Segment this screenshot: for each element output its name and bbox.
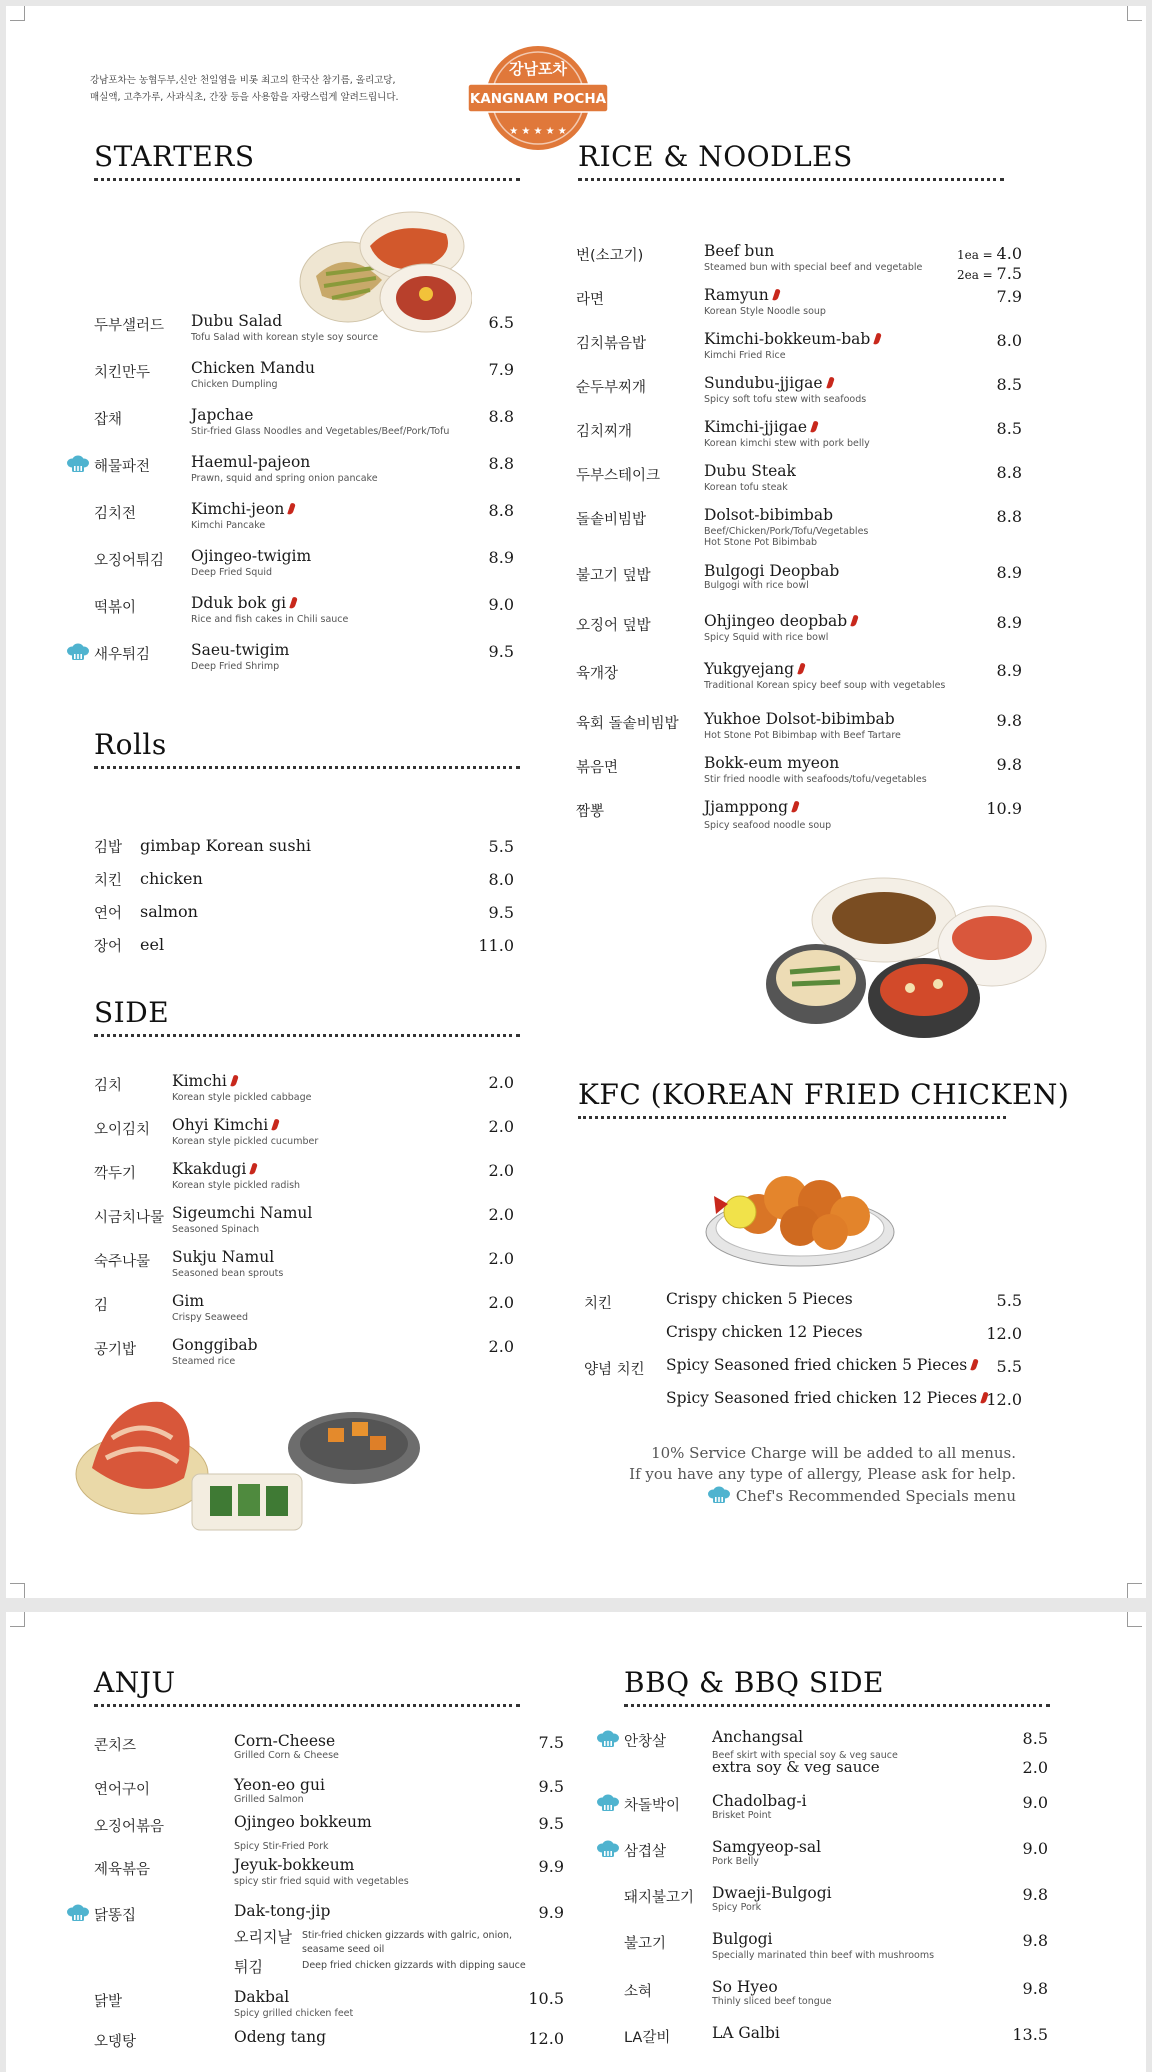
- item-price: 9.5: [488, 903, 514, 922]
- item-price: 12.0: [986, 1390, 1022, 1409]
- menu-item: [576, 286, 1022, 322]
- chili-pepper-icon: [288, 503, 296, 516]
- item-korean-name: 순두부찌개: [576, 380, 647, 396]
- menu-item: [94, 1988, 564, 2024]
- item-price: 6.5: [488, 313, 514, 332]
- option-korean-name: 튀김: [234, 1958, 263, 1976]
- menu-item: [576, 710, 1022, 746]
- menu-item: [94, 641, 514, 677]
- item-name: Ohjingeo deopbab: [704, 612, 848, 630]
- menu-item: [94, 836, 514, 872]
- menu-item: [94, 359, 514, 395]
- item-korean-name: 연어: [94, 906, 123, 922]
- item-korean-name: 오징어튀김: [94, 553, 165, 569]
- section-heading-anju: ANJU: [94, 1666, 520, 1707]
- crop-mark: [10, 1612, 25, 1627]
- item-description: Spicy Squid with rice bowl: [704, 632, 829, 643]
- side-dishes-illustration: [72, 1378, 422, 1538]
- menu-item: [624, 1792, 1048, 1828]
- item-price: 5.5: [996, 1357, 1022, 1376]
- item-korean-name: 양념 치킨: [584, 1362, 645, 1378]
- item-description: Hot Stone Pot Bibimbap with Beef Tartare: [704, 730, 901, 741]
- item-name: Yukhoe Dolsot-bibimbab: [704, 710, 895, 728]
- chili-pepper-icon: [250, 1163, 258, 1176]
- item-price: 7.5: [538, 1733, 564, 1752]
- item-korean-name: 김밥: [94, 840, 123, 856]
- item-name: Chadolbag-i: [712, 1792, 807, 1810]
- item-price: 5.5: [488, 837, 514, 856]
- item-price: 7.9: [488, 360, 514, 379]
- item-name: Bulgogi Deopbab: [704, 562, 840, 580]
- item-korean-name: 김치찌개: [576, 424, 633, 440]
- menu-item: [94, 1248, 514, 1284]
- item-name: Dubu Salad: [191, 312, 283, 330]
- item-price: 8.0: [996, 331, 1022, 350]
- item-price: 9.8: [1022, 1931, 1048, 1950]
- item-price: 8.5: [996, 375, 1022, 394]
- section-heading-side: SIDE: [94, 996, 520, 1037]
- item-name: eel: [140, 935, 165, 954]
- item-korean-name: 삼겹살: [624, 1844, 667, 1860]
- item-korean-name: 치킨: [94, 873, 123, 889]
- item-korean-name: 잡채: [94, 412, 123, 428]
- item-korean-name: 김치전: [94, 506, 137, 522]
- menu-item: [94, 1776, 564, 1812]
- menu-item: [584, 1290, 1022, 1326]
- item-korean-name: LA갈비: [624, 2030, 671, 2046]
- item-description: Korean Style Noodle soup: [704, 306, 826, 317]
- item-korean-name: 짬뽕: [576, 804, 605, 820]
- item-korean-name: 새우튀김: [94, 647, 151, 663]
- item-price: 8.9: [996, 661, 1022, 680]
- menu-item: [94, 312, 514, 348]
- crop-mark: [10, 1583, 25, 1598]
- item-description: Korean kimchi stew with pork belly: [704, 438, 870, 449]
- item-korean-name: 닭똥집: [94, 1908, 137, 1924]
- chili-pepper-icon: [791, 801, 799, 814]
- menu-item: [94, 935, 514, 971]
- option-description: seasame seed oil: [302, 1944, 385, 1955]
- item-name: chicken: [140, 869, 203, 888]
- item-korean-name: 번(소고기): [576, 248, 644, 264]
- menu-item: [624, 1978, 1048, 2014]
- item-name: Anchangsal: [712, 1728, 804, 1746]
- chili-pepper-icon: [874, 333, 882, 346]
- item-description: Seasoned bean sprouts: [172, 1268, 284, 1279]
- item-korean-name: 오이김치: [94, 1122, 151, 1138]
- chili-pepper-icon: [271, 1119, 279, 1132]
- service-charge-note: 10% Service Charge will be added to all menus.: [651, 1444, 1016, 1462]
- item-name: Ojingeo bokkeum: [234, 1813, 372, 1831]
- item-korean-name: 닭발: [94, 1994, 123, 2010]
- item-name: Yeon-eo gui: [234, 1776, 325, 1794]
- menu-item: [584, 1356, 1022, 1392]
- item-name: Gonggibab: [172, 1336, 258, 1354]
- item-description: Spicy seafood noodle soup: [704, 820, 832, 831]
- item-korean-name: 해물파전: [94, 459, 151, 475]
- item-description: Spicy soft tofu stew with seafoods: [704, 394, 867, 405]
- menu-item: [624, 2024, 1048, 2060]
- menu-item: [94, 902, 514, 938]
- item-name: Kimchi-jjigae: [704, 418, 807, 436]
- item-description: Prawn, squid and spring onion pancake: [191, 473, 378, 484]
- item-name: Dak-tong-jip: [234, 1902, 331, 1920]
- item-price: 8.8: [488, 407, 514, 426]
- item-price: 9.8: [996, 711, 1022, 730]
- item-price: 10.9: [986, 799, 1022, 818]
- menu-page-1: [6, 6, 1146, 1598]
- menu-item: [584, 1323, 1022, 1359]
- item-description: Specially marinated thin beef with mushrooms: [712, 1950, 935, 1961]
- item-price: 9.0: [488, 595, 514, 614]
- item-description: Stir fried noodle with seafoods/tofu/vegetables: [704, 774, 927, 785]
- item-description: Kimchi Pancake: [191, 520, 266, 531]
- item-korean-name: 소혀: [624, 1984, 653, 2000]
- item-name: Odeng tang: [234, 2028, 327, 2046]
- item-price: 9.9: [538, 1903, 564, 1922]
- item-name: gimbap Korean sushi: [140, 836, 311, 855]
- chili-pepper-icon: [826, 377, 834, 390]
- item-description: Steamed bun with special beef and vegetable: [704, 262, 923, 273]
- menu-item: [576, 330, 1022, 366]
- item-description: Spicy Stir-Fried Pork: [234, 1841, 329, 1852]
- chef-hat-icon: [596, 1730, 620, 1748]
- item-name: Dduk bok gi: [191, 594, 287, 612]
- menu-item: [94, 1204, 514, 1240]
- chili-pepper-icon: [772, 289, 780, 302]
- menu-item: [624, 1884, 1048, 1920]
- item-description: Deep Fried Shrimp: [191, 661, 280, 672]
- option-description: Stir-fried chicken gizzards with galric, onion,: [302, 1930, 513, 1941]
- item-name: Sundubu-jjigae: [704, 374, 823, 392]
- item-korean-name: 안창살: [624, 1734, 667, 1750]
- fried-chicken-illustration: [704, 1140, 896, 1272]
- menu-item: [576, 612, 1022, 648]
- item-description: Deep Fried Squid: [191, 567, 273, 578]
- item-name: Samgyeop-sal: [712, 1838, 822, 1856]
- crop-mark: [1127, 1612, 1142, 1627]
- item-price: 9.8: [996, 755, 1022, 774]
- item-name: LA Galbi: [712, 2024, 780, 2042]
- intro-text: [90, 72, 430, 106]
- item-name: Haemul-pajeon: [191, 453, 311, 471]
- menu-item: [624, 1728, 1048, 1777]
- item-price: 8.8: [488, 501, 514, 520]
- price-quantity-label: 2ea =: [956, 268, 997, 282]
- item-korean-name: 공기밥: [94, 1342, 137, 1358]
- chili-pepper-icon: [810, 421, 818, 434]
- item-korean-name: 치킨: [584, 1296, 613, 1312]
- item-price: 13.5: [1012, 2025, 1048, 2044]
- item-name: Crispy chicken 12 Pieces: [666, 1323, 863, 1341]
- menu-item: [94, 406, 514, 442]
- menu-item: [576, 754, 1022, 790]
- chef-hat-icon: [66, 1904, 90, 1922]
- item-name: Jjamppong: [704, 798, 789, 816]
- item-description: Rice and fish cakes in Chili sauce: [191, 614, 349, 625]
- chili-pepper-icon: [797, 663, 805, 676]
- menu-item: [94, 453, 514, 489]
- menu-item: [576, 660, 1022, 696]
- item-price: 2.0: [488, 1117, 514, 1136]
- item-description: Korean style pickled radish: [172, 1180, 301, 1191]
- logo-main-text: KANGNAM POCHA: [469, 91, 607, 107]
- extra-sauce-price: 2.0: [1022, 1758, 1048, 1777]
- intro-line: 매실액, 고추가루, 사과식초, 간장 등을 사용함을 자랑스럽게 알려드립니다.: [90, 92, 399, 103]
- item-description: Korean style pickled cucumber: [172, 1136, 319, 1147]
- chili-pepper-icon: [289, 597, 297, 610]
- item-korean-name: 김: [94, 1298, 109, 1314]
- item-description: Brisket Point: [712, 1810, 772, 1821]
- item-price: 12.0: [528, 2029, 564, 2048]
- chef-hat-icon: [66, 455, 90, 473]
- item-price: 9.8: [1022, 1885, 1048, 1904]
- item-korean-name: 차돌박이: [624, 1798, 681, 1814]
- item-description: Korean tofu steak: [704, 482, 788, 493]
- section-heading-starters: STARTERS: [94, 140, 520, 181]
- item-price: 9.5: [538, 1777, 564, 1796]
- item-name: salmon: [140, 902, 198, 921]
- menu-item: [94, 1116, 514, 1152]
- item-price: 8.8: [996, 463, 1022, 482]
- item-korean-name: 김치: [94, 1078, 123, 1094]
- item-name: Ramyun: [704, 286, 769, 304]
- item-price: 9.5: [488, 642, 514, 661]
- item-name: Bokk-eum myeon: [704, 754, 840, 772]
- menu-item: [576, 242, 1022, 283]
- menu-item: [94, 1813, 564, 1857]
- item-description: Kimchi Fried Rice: [704, 350, 786, 361]
- section-heading-bbq: BBQ & BBQ SIDE: [624, 1666, 1050, 1707]
- menu-item: [94, 1160, 514, 1196]
- section-heading-rice-noodles: RICE & NOODLES: [578, 140, 1004, 181]
- menu-item: [576, 418, 1022, 454]
- item-korean-name: 오징어볶음: [94, 1819, 165, 1835]
- item-description: Traditional Korean spicy beef soup with vegetables: [704, 680, 946, 691]
- item-price: 9.8: [1022, 1979, 1048, 1998]
- extra-sauce-label: extra soy & veg sauce: [712, 1758, 880, 1776]
- item-korean-name: 육개장: [576, 666, 619, 682]
- item-description: Thinly sliced beef tongue: [712, 1996, 832, 2007]
- item-korean-name: 오징어 덮밥: [576, 618, 651, 634]
- menu-item: [94, 1902, 564, 1992]
- item-price: 9.5: [538, 1814, 564, 1833]
- item-name: Kkakdugi: [172, 1160, 247, 1178]
- item-name: Ohyi Kimchi: [172, 1116, 269, 1134]
- item-description: Grilled Corn & Cheese: [234, 1750, 339, 1761]
- item-price: 8.8: [996, 507, 1022, 526]
- item-name: Saeu-twigim: [191, 641, 290, 659]
- item-description: Stir-fried Glass Noodles and Vegetables/Beef/Pork/Tofu: [191, 426, 450, 437]
- menu-item: [576, 374, 1022, 410]
- item-description: Steamed rice: [172, 1356, 236, 1367]
- item-price: 8.5: [1022, 1729, 1048, 1748]
- item-korean-name: 라면: [576, 292, 605, 308]
- chili-pepper-icon: [230, 1075, 238, 1088]
- item-description: Korean style pickled cabbage: [172, 1092, 312, 1103]
- item-description: Hot Stone Pot Bibimbab: [704, 537, 818, 548]
- chef-hat-icon: [66, 643, 90, 661]
- crop-mark: [10, 6, 25, 21]
- rice-noodles-illustration: [760, 872, 1050, 1044]
- crop-mark: [1127, 6, 1142, 21]
- item-name: Kimchi-jeon: [191, 500, 285, 518]
- menu-item: [94, 1732, 564, 1768]
- item-price: 9.0: [1022, 1839, 1048, 1858]
- menu-item: [584, 1389, 1022, 1425]
- item-price: 10.5: [528, 1989, 564, 2008]
- option-korean-name: 오리지날: [234, 1928, 292, 1946]
- menu-item: [576, 462, 1022, 498]
- chef-recommendation-note: [707, 1486, 1016, 1505]
- item-description: Spicy Pork: [712, 1902, 762, 1913]
- chili-pepper-icon: [851, 615, 859, 628]
- crop-mark: [1127, 1583, 1142, 1598]
- item-korean-name: 치킨만두: [94, 365, 151, 381]
- option-description: Deep fried chicken gizzards with dipping sauce: [302, 1960, 526, 1971]
- item-description: Bulgogi with rice bowl: [704, 580, 809, 591]
- chef-hat-icon: [596, 1840, 620, 1858]
- item-name: Dakbal: [234, 1988, 290, 2006]
- item-description: Grilled Salmon: [234, 1794, 304, 1805]
- item-price: 8.0: [488, 870, 514, 889]
- item-description: Spicy grilled chicken feet: [234, 2008, 354, 2019]
- item-name: Ojingeo-twigim: [191, 547, 312, 565]
- item-description: Seasoned Spinach: [172, 1224, 260, 1235]
- item-price: 8.9: [996, 613, 1022, 632]
- price-quantity-label: 1ea =: [956, 248, 997, 262]
- item-korean-name: 떡볶이: [94, 600, 137, 616]
- item-name: Japchae: [191, 406, 254, 424]
- menu-item: [94, 1856, 564, 1892]
- kangnam-pocha-logo: [468, 44, 608, 152]
- item-price: 5.5: [996, 1291, 1022, 1310]
- svg-text:★ ★ ★ ★ ★: ★ ★ ★ ★ ★: [509, 126, 567, 137]
- item-price-double: [957, 264, 1022, 283]
- item-price: 7.9: [996, 287, 1022, 306]
- logo-korean-text: 강남포차: [509, 60, 567, 78]
- menu-item: [624, 1930, 1048, 1966]
- item-description: Pork Belly: [712, 1856, 759, 1867]
- menu-item: [576, 506, 1022, 550]
- chef-note-text: Chef's Recommended Specials menu: [735, 1487, 1016, 1505]
- item-name: Bulgogi: [712, 1930, 773, 1948]
- item-price: 7.5: [996, 264, 1022, 283]
- chef-hat-icon: [596, 1794, 620, 1812]
- menu-item: [94, 1072, 514, 1108]
- item-name: Sigeumchi Namul: [172, 1204, 313, 1222]
- item-price: 9.0: [1022, 1793, 1048, 1812]
- item-price: 2.0: [488, 1073, 514, 1092]
- item-name: Dolsot-bibimbab: [704, 506, 834, 524]
- chili-pepper-icon: [971, 1359, 979, 1372]
- item-price: 12.0: [986, 1324, 1022, 1343]
- item-korean-name: 제육볶음: [94, 1862, 151, 1878]
- item-korean-name: 콘치즈: [94, 1738, 137, 1754]
- item-price: 11.0: [478, 936, 514, 955]
- item-name: Spicy Seasoned fried chicken 12 Pieces: [666, 1389, 978, 1407]
- menu-item: [94, 594, 514, 630]
- item-name: Gim: [172, 1292, 205, 1310]
- item-price-single: [957, 244, 1022, 263]
- item-name: Beef bun: [704, 242, 775, 260]
- item-name: Sukju Namul: [172, 1248, 275, 1266]
- section-heading-kfc: KFC (KOREAN FRIED CHICKEN): [578, 1078, 1006, 1119]
- item-korean-name: 오뎅탕: [94, 2034, 137, 2050]
- menu-item: [94, 547, 514, 583]
- item-price: 9.9: [538, 1857, 564, 1876]
- item-korean-name: 김치볶음밥: [576, 336, 647, 352]
- item-description: Beef/Chicken/Pork/Tofu/Vegetables: [704, 526, 869, 537]
- item-name: Kimchi-bokkeum-bab: [704, 330, 871, 348]
- menu-page-2: [6, 1612, 1146, 2072]
- item-price: 8.5: [996, 419, 1022, 438]
- menu-item: [624, 1838, 1048, 1874]
- chef-hat-icon: [707, 1486, 731, 1504]
- item-price: 2.0: [488, 1293, 514, 1312]
- item-name: Yukgyejang: [704, 660, 795, 678]
- item-price: 2.0: [488, 1161, 514, 1180]
- item-description: Beef skirt with special soy & veg sauce: [712, 1750, 898, 1761]
- item-name: Crispy chicken 5 Pieces: [666, 1290, 853, 1308]
- item-korean-name: 불고기 덮밥: [576, 568, 651, 584]
- section-heading-rolls: Rolls: [94, 728, 520, 769]
- item-name: Kimchi: [172, 1072, 227, 1090]
- item-korean-name: 돌솥비빔밥: [576, 512, 647, 528]
- item-korean-name: 육회 돌솥비빔밥: [576, 716, 679, 732]
- allergy-note: If you have any type of allergy, Please ask for help.: [629, 1465, 1016, 1483]
- menu-item: [576, 798, 1022, 834]
- item-korean-name: 장어: [94, 939, 123, 955]
- item-description: Tofu Salad with korean style soy source: [191, 332, 379, 343]
- item-korean-name: 두부샐러드: [94, 318, 165, 334]
- item-price: 8.8: [488, 454, 514, 473]
- intro-line: 강남포차는 농협두부,신안 천일염을 비롯 최고의 한국산 참기름, 올리고당,: [90, 75, 396, 86]
- item-price: 8.9: [996, 563, 1022, 582]
- item-price: 2.0: [488, 1205, 514, 1224]
- menu-item: [576, 562, 1022, 598]
- item-price: 4.0: [996, 244, 1022, 263]
- item-korean-name: 연어구이: [94, 1782, 151, 1798]
- menu-item: [94, 1336, 514, 1372]
- item-name: Jeyuk-bokkeum: [234, 1856, 355, 1874]
- item-korean-name: 두부스테이크: [576, 468, 661, 484]
- menu-item: [94, 2028, 564, 2064]
- item-korean-name: 시금치나물: [94, 1210, 165, 1226]
- item-korean-name: 불고기: [624, 1936, 667, 1952]
- item-price: 2.0: [488, 1337, 514, 1356]
- item-price: 8.9: [488, 548, 514, 567]
- item-korean-name: 숙주나물: [94, 1254, 151, 1270]
- item-name: So Hyeo: [712, 1978, 778, 1996]
- item-korean-name: 돼지불고기: [624, 1890, 695, 1906]
- item-description: Crispy Seaweed: [172, 1312, 248, 1323]
- item-name: Spicy Seasoned fried chicken 5 Pieces: [666, 1356, 968, 1374]
- item-description: Chicken Dumpling: [191, 379, 278, 390]
- item-korean-name: 볶음면: [576, 760, 619, 776]
- item-name: Dwaeji-Bulgogi: [712, 1884, 832, 1902]
- item-name: Chicken Mandu: [191, 359, 315, 377]
- menu-item: [94, 1292, 514, 1328]
- item-name: Dubu Steak: [704, 462, 796, 480]
- item-price: 2.0: [488, 1249, 514, 1268]
- menu-item: [94, 500, 514, 536]
- menu-item: [94, 869, 514, 905]
- item-description: spicy stir fried squid with vegetables: [234, 1876, 409, 1887]
- item-korean-name: 깍두기: [94, 1166, 137, 1182]
- item-name: Corn-Cheese: [234, 1732, 336, 1750]
